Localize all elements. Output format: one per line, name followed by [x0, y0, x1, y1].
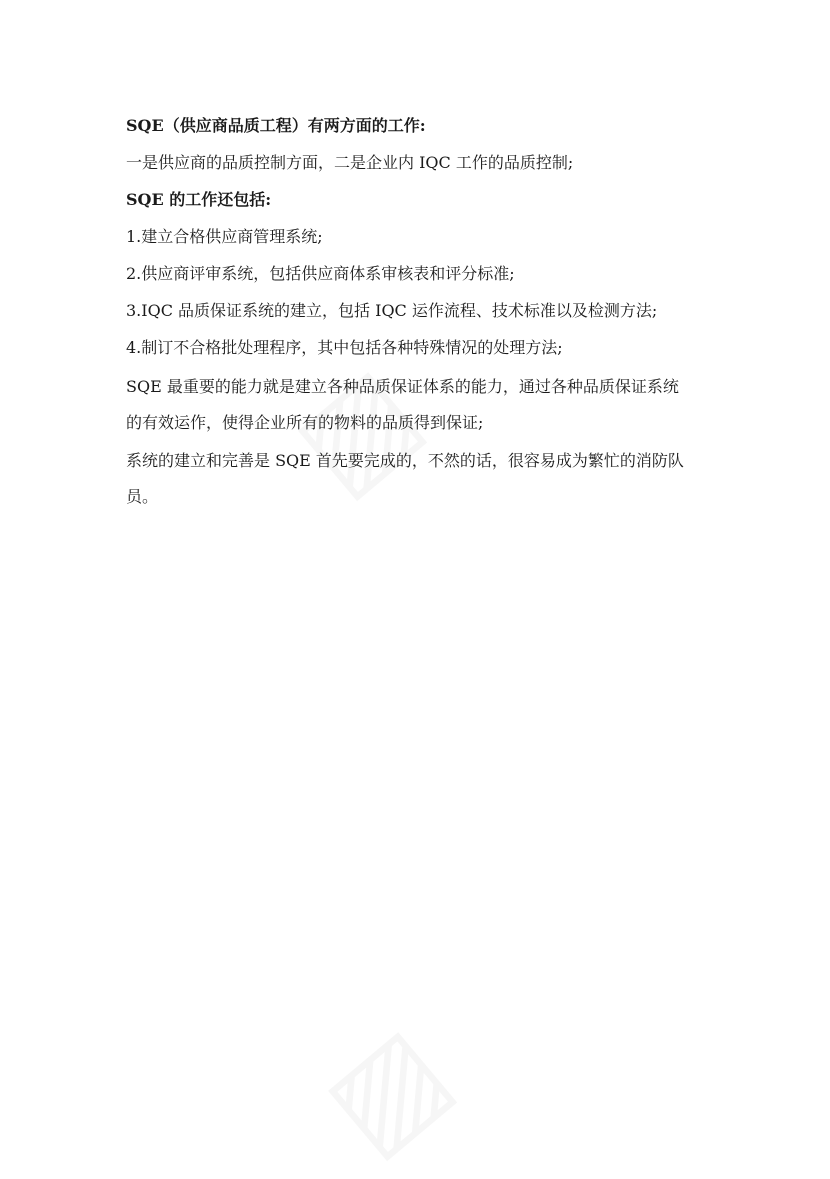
paragraph-line: 系统的建立和完善是 SQE 首先要完成的，不然的话，很容易成为繁忙的消防队 — [126, 451, 684, 470]
heading-sqe-work: SQE（供应商品质工程）有两方面的工作: — [126, 116, 426, 135]
paragraph-line: SQE 最重要的能力就是建立各种品质保证体系的能力，通过各种品质保证系统 — [126, 377, 679, 396]
list-item-4: 4.制订不合格批处理程序，其中包括各种特殊情况的处理方法; — [126, 338, 563, 357]
paragraph-two-aspects: 一是供应商的品质控制方面，二是企业内 IQC 工作的品质控制; — [126, 153, 574, 172]
paragraph-line: 的有效运作，使得企业所有的物料的品质得到保证; — [126, 413, 484, 432]
paragraph-line: 员。 — [126, 487, 159, 506]
list-item-2: 2.供应商评审系统，包括供应商体系审核表和评分标准; — [126, 264, 515, 283]
list-item-3: 3.IQC 品质保证系统的建立，包括 IQC 运作流程、技术标准以及检测方法; — [126, 301, 658, 320]
document-body — [126, 110, 726, 517]
paragraph-key-ability — [126, 369, 726, 441]
heading-sqe-includes: SQE 的工作还包括: — [126, 190, 272, 209]
paragraph-system-building — [126, 443, 726, 515]
watermark — [299, 1000, 475, 1179]
list-item-1: 1.建立合格供应商管理系统; — [126, 227, 323, 246]
